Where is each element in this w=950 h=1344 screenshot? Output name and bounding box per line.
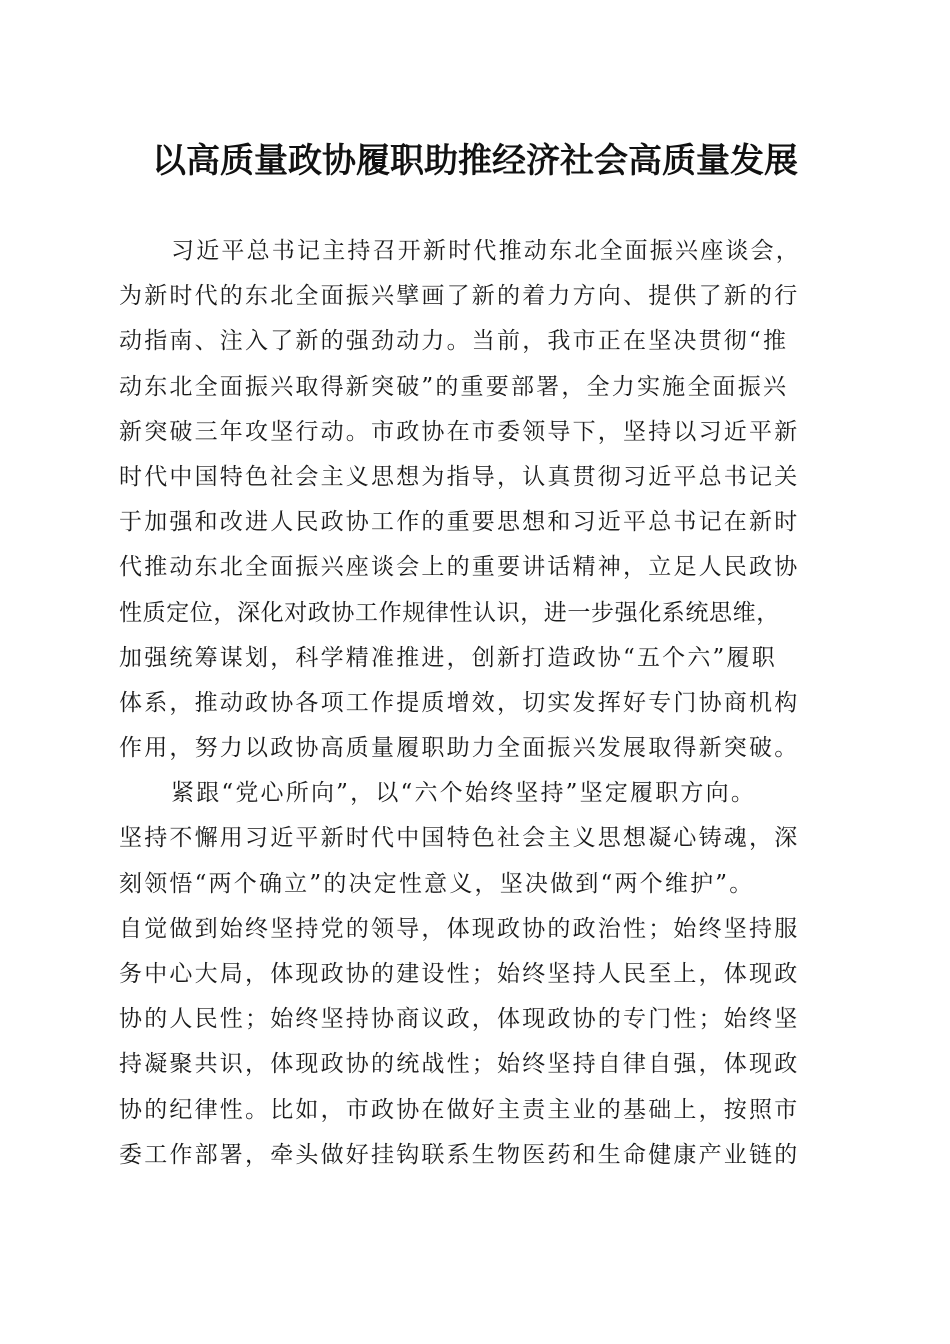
paragraph-line: 习近平总书记主持召开新时代推动东北全面振兴座谈会， bbox=[171, 238, 801, 264]
paragraph-line: 新突破三年攻坚行动。市政协在市委领导下，坚持以习近平新 bbox=[119, 418, 800, 445]
paragraph-line: 代推动东北全面振兴座谈会上的重要讲话精神，立足人民政协 bbox=[119, 554, 800, 581]
document-title: 以高质量政协履职助推经济社会高质量发展 bbox=[152, 141, 798, 181]
paragraph-line: 协的纪律性。比如，市政协在做好主责主业的基础上，按照市 bbox=[119, 1096, 800, 1123]
paragraph-line: 性质定位，深化对政协工作规律性认识，进一步强化系统思维， bbox=[119, 599, 780, 626]
paragraph-line: 于加强和改进人民政协工作的重要思想和习近平总书记在新时 bbox=[119, 509, 800, 536]
paragraph-line: 自觉做到始终坚持党的领导，体现政协的政治性；始终坚持服 bbox=[119, 915, 800, 942]
paragraph-line: 协的人民性；始终坚持协商议政，体现政协的专门性；始终坚 bbox=[119, 1006, 800, 1033]
paragraph-line: 为新时代的东北全面振兴擘画了新的着力方向、提供了新的行 bbox=[119, 283, 800, 310]
paragraph-line: 作用，努力以政协高质量履职助力全面振兴发展取得新突破。 bbox=[119, 735, 800, 762]
paragraph-line: 动东北全面振兴取得新突破”的重要部署，全力实施全面振兴 bbox=[119, 373, 789, 400]
paragraph-line: 紧跟“党心所向”，以“六个始终坚持”坚定履职方向。 bbox=[171, 780, 757, 807]
paragraph-line: 刻领悟“两个确立”的决定性意义，坚决做到“两个维护”。 bbox=[119, 870, 755, 897]
document-body bbox=[119, 229, 831, 1178]
paragraph-line: 动指南、注入了新的强劲动力。当前，我市正在坚决贯彻“推 bbox=[119, 328, 789, 355]
paragraph-line: 加强统筹谋划，科学精准推进，创新打造政协“五个六”履职 bbox=[119, 644, 777, 671]
paragraph-line: 体系，推动政协各项工作提质增效，切实发挥好专门协商机构 bbox=[119, 689, 800, 716]
paragraph-line: 坚持不懈用习近平新时代中国特色社会主义思想凝心铸魂，深 bbox=[119, 825, 800, 852]
paragraph-line: 务中心大局，体现政协的建设性；始终坚持人民至上，体现政 bbox=[119, 961, 800, 987]
paragraph-line: 委工作部署，牵头做好挂钩联系生物医药和生命健康产业链的 bbox=[119, 1141, 800, 1168]
paragraph-line: 时代中国特色社会主义思想为指导，认真贯彻习近平总书记关 bbox=[119, 463, 800, 490]
paragraph-line: 持凝聚共识，体现政协的统战性；始终坚持自律自强，体现政 bbox=[119, 1051, 800, 1078]
